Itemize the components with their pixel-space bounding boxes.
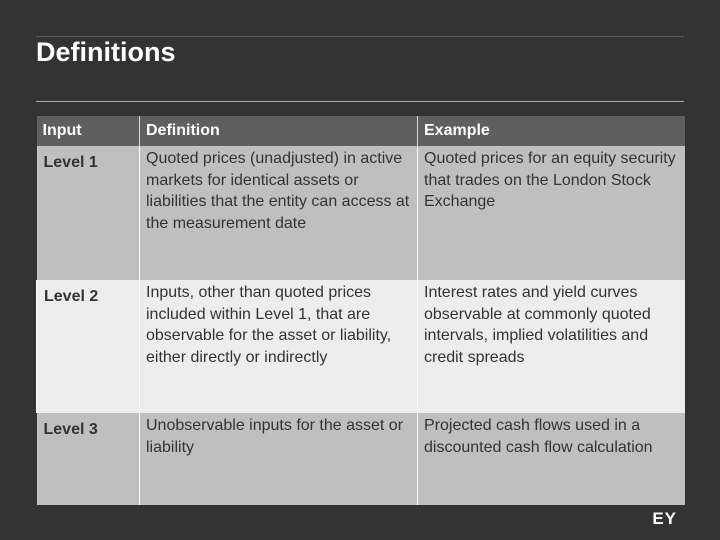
table-row xyxy=(37,280,685,413)
header-definition: Definition xyxy=(140,116,418,146)
example-cell: Projected cash flows used in a discounted cash flow calculation xyxy=(418,413,685,505)
ey-logo: EY xyxy=(652,509,677,528)
title-underline xyxy=(36,101,684,102)
definition-cell: Quoted prices (unadjusted) in active markets for identical assets or liabilities that the entity can access at the measurement date xyxy=(140,146,418,280)
level-cell: Level 3 xyxy=(37,413,140,505)
level-cell: Level 1 xyxy=(37,146,140,280)
definition-cell: Inputs, other than quoted prices included within Level 1, that are observable for the asset or liability, either directly or indirectly xyxy=(140,280,418,413)
slide-title: Definitions xyxy=(36,37,176,67)
table-header-row xyxy=(37,116,685,146)
example-cell: Quoted prices for an equity security that trades on the London Stock Exchange xyxy=(418,146,685,280)
definitions-table xyxy=(36,116,685,505)
level-cell: Level 2 xyxy=(37,280,140,413)
definition-cell: Unobservable inputs for the asset or liability xyxy=(140,413,418,505)
example-cell: Interest rates and yield curves observable at commonly quoted intervals, implied volatilities and credit spreads xyxy=(418,280,685,413)
table-row xyxy=(37,146,685,280)
header-example: Example xyxy=(418,116,685,146)
header-input: Input xyxy=(37,116,140,146)
table-row xyxy=(37,413,685,505)
